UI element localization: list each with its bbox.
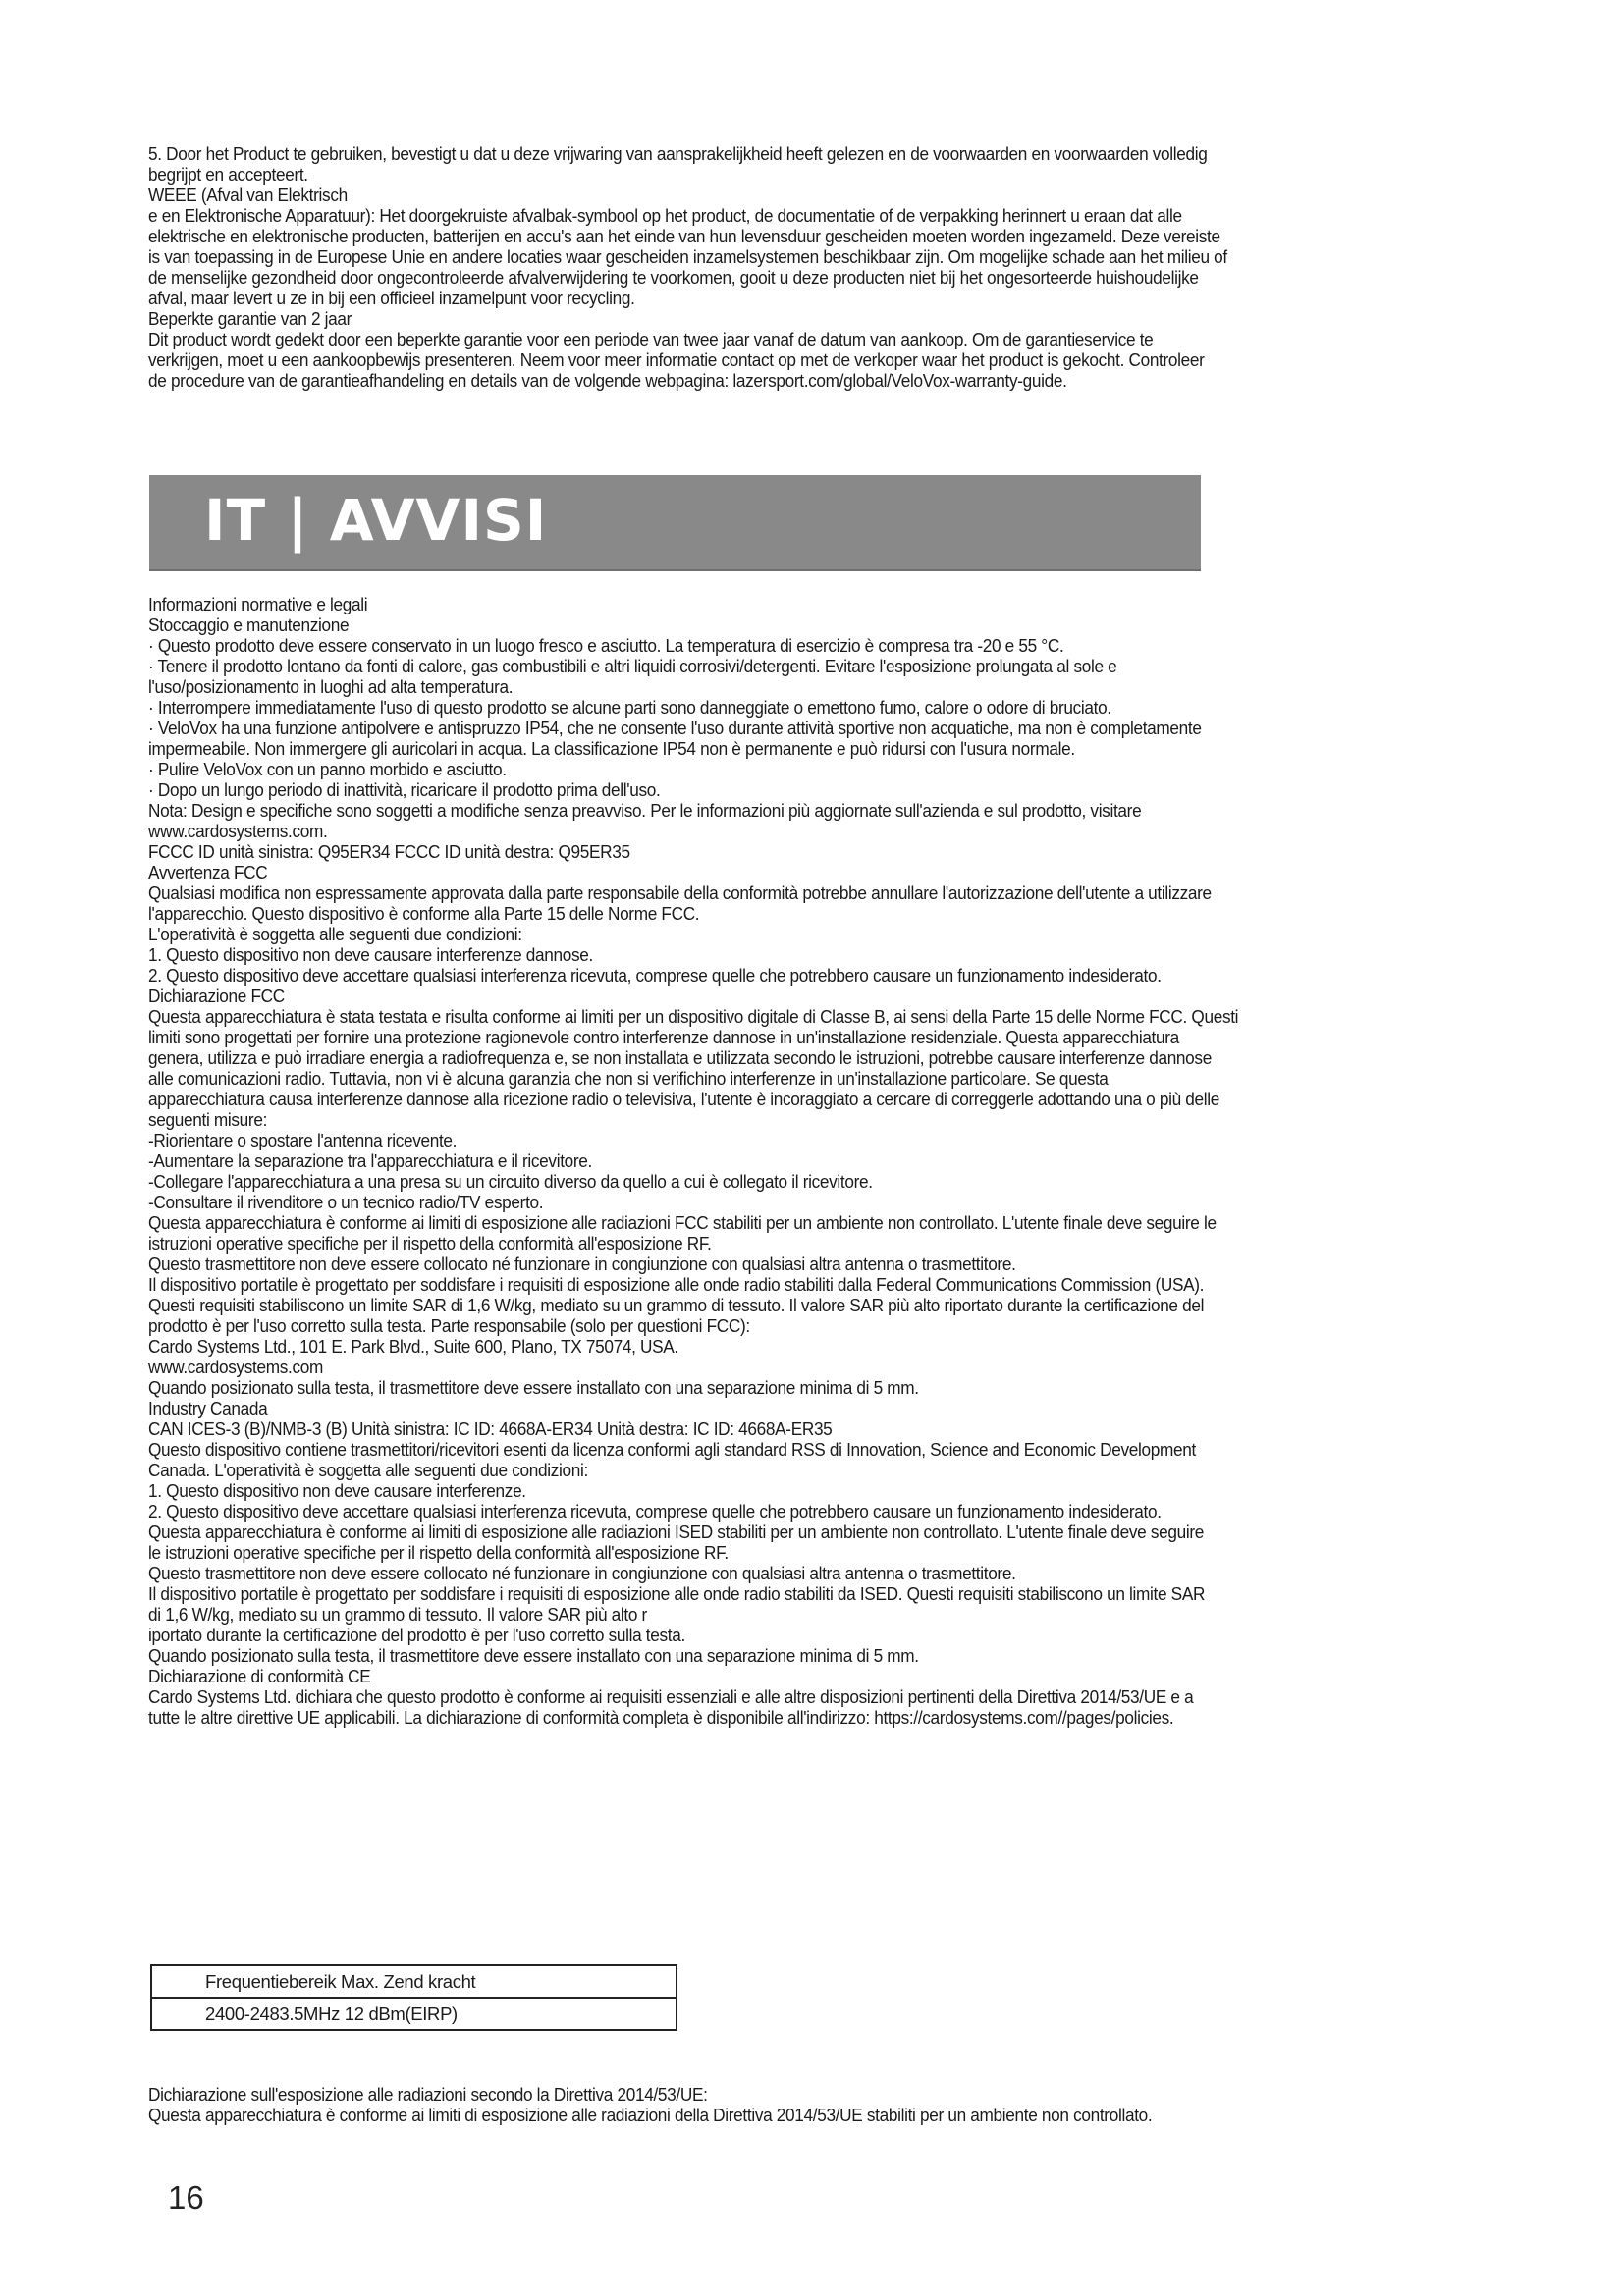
text-line: Dichiarazione FCC xyxy=(148,986,285,1006)
text-line: Canada. L'operatività è soggetta alle seguenti due condizioni: xyxy=(148,1460,588,1480)
text-line: iportato durante la certificazione del prodotto è per l'uso corretto sulla testa. xyxy=(148,1625,685,1645)
text-line: Dichiarazione di conformità CE xyxy=(148,1666,371,1686)
text-line: 2. Questo dispositivo deve accettare qualsiasi interferenza ricevuta, comprese quelle che potrebbero causare un funzionamento indesiderato. xyxy=(148,965,1162,986)
text-line: www.cardosystems.com. xyxy=(148,821,328,841)
text-line: Questo trasmettitore non deve essere collocato né funzionare in congiunzione con qualsiasi altra antenna o trasmettitore. xyxy=(148,1563,1016,1583)
text-line: · Interrompere immediatamente l'uso di questo prodotto se alcune parti sono danneggiate o emettono fumo, calore o odore di bruciato. xyxy=(148,697,1111,718)
text-line: de menselijke gezondheid door ongecontroleerde afvalverwijdering te voorkomen, gooit u deze producten niet bij het ongesorteerde huishoudelijke xyxy=(148,267,1199,288)
text-line: prodotto è per l'uso corretto sulla testa. Parte responsabile (solo per questioni FCC): xyxy=(148,1315,750,1336)
text-line: Questo dispositivo contiene trasmettitori/ricevitori esenti da licenza conformi agli standard RSS di Innovation, Science and Economic Development xyxy=(148,1439,1196,1460)
it-text-block xyxy=(148,594,1399,1728)
nl-text-block xyxy=(148,143,1399,391)
text-line: afval, maar levert u ze in bij een officieel inzamelpunt voor recycling. xyxy=(148,288,635,308)
text-line: de procedure van de garantieafhandeling en details van de volgende webpagina: lazersport.com/global/VeloVox-warranty-guide. xyxy=(148,370,1067,391)
text-line: · Pulire VeloVox con un panno morbido e asciutto. xyxy=(148,759,507,779)
text-line: 1. Questo dispositivo non deve causare interferenze dannose. xyxy=(148,944,593,965)
text-line: · VeloVox ha una funzione antipolvere e antispruzzo IP54, che ne consente l'uso durante attività sportive non acquatiche, ma non è completamente xyxy=(148,718,1202,738)
text-line: CAN ICES-3 (B)/NMB-3 (B) Unità sinistra: IC ID: 4668A-ER34 Unità destra: IC ID: 4668A-ER35 xyxy=(148,1418,833,1439)
text-line: istruzioni operative specifiche per il rispetto della conformità all'esposizione RF. xyxy=(148,1233,712,1254)
text-line: di 1,6 W/kg, mediato su un grammo di tessuto. Il valore SAR più alto r xyxy=(148,1604,647,1625)
text-line: Stoccaggio e manutenzione xyxy=(148,614,350,635)
text-line: le istruzioni operative specifiche per il rispetto della conformità all'esposizione RF. xyxy=(148,1542,729,1563)
text-line: Cardo Systems Ltd. dichiara che questo prodotto è conforme ai requisiti essenziali e alle altre disposizioni pertinenti della Direttiva 2014/53/UE e a xyxy=(148,1686,1194,1707)
text-line: limiti sono progettati per fornire una protezione ragionevole contro interferenze dannose in un'installazione residenziale. Questa apparecchiatura xyxy=(148,1027,1179,1047)
text-line: Questi requisiti stabiliscono un limite SAR di 1,6 W/kg, mediato su un grammo di tessuto. Il valore SAR più alto riportato durante la certificazione del xyxy=(148,1295,1205,1315)
text-line: elektrische en elektronische producten, batterijen en accu's aan het einde van hun levensduur gescheiden moeten worden ingezameld. Deze vereiste xyxy=(148,226,1220,246)
text-line: · Dopo un lungo periodo di inattività, ricaricare il prodotto prima dell'uso. xyxy=(148,779,661,800)
text-line: www.cardosystems.com xyxy=(148,1357,324,1377)
text-line: alle comunicazioni radio. Tuttavia, non vi è alcuna garanzia che non si verifichino interferenze in un'installazione particolare. Se questa xyxy=(148,1068,1109,1089)
text-line: tutte le altre direttive UE applicabili. La dichiarazione di conformità completa è disponibile all'indirizzo: https://cardosystems.com//pages/policies. xyxy=(148,1707,1174,1728)
text-line: 2. Questo dispositivo deve accettare qualsiasi interferenza ricevuta, comprese quelle che potrebbero causare un funzionamento indesiderato. xyxy=(148,1501,1162,1522)
text-line: Beperkte garantie van 2 jaar xyxy=(148,308,352,329)
text-line: -Collegare l'apparecchiatura a una presa su un circuito diverso da quello a cui è collegato il ricevitore. xyxy=(148,1171,873,1192)
text-line: Cardo Systems Ltd., 101 E. Park Blvd., Suite 600, Plano, TX 75074, USA. xyxy=(148,1336,678,1357)
text-line: 5. Door het Product te gebruiken, bevestigt u dat u deze vrijwaring van aansprakelijkheid heeft gelezen en de voorwaarden en voorwaarden volledig xyxy=(148,143,1208,164)
table-header-cell: Frequentiebereik Max. Zend kracht xyxy=(151,1965,677,1998)
radiation-statement xyxy=(148,2084,1399,2125)
table-value-cell: 2400-2483.5MHz 12 dBm(EIRP) xyxy=(151,1998,677,2030)
text-line: genera, utilizza e può irradiare energia a radiofrequenza e, se non installata e utilizzata secondo le istruzioni, potrebbe causare interferenze dannose xyxy=(148,1047,1212,1068)
text-line: Quando posizionato sulla testa, il trasmettitore deve essere installato con una separazione minima di 5 mm. xyxy=(148,1377,919,1398)
text-line: apparecchiatura causa interferenze dannose alla ricezione radio o televisiva, l'utente è incoraggiato a cercare di correggerle adottando una o più delle xyxy=(148,1089,1220,1109)
text-line: l'apparecchio. Questo dispositivo è conforme alla Parte 15 delle Norme FCC. xyxy=(148,903,700,924)
text-line: · Questo prodotto deve essere conservato in un luogo fresco e asciutto. La temperatura di esercizio è compresa tra -20 e 55 °C. xyxy=(148,635,1064,656)
section-title: IT | AVVISI xyxy=(204,487,548,554)
text-line: Quando posizionato sulla testa, il trasmettitore deve essere installato con una separazione minima di 5 mm. xyxy=(148,1645,919,1666)
text-line: Questa apparecchiatura è stata testata e risulta conforme ai limiti per un dispositivo digitale di Classe B, ai sensi della Parte 15 delle Norme FCC. Questi xyxy=(148,1006,1239,1027)
text-line: Questa apparecchiatura è conforme ai limiti di esposizione alle radiazioni della Direttiva 2014/53/UE stabiliti per un ambiente non controllato. xyxy=(148,2105,1153,2125)
text-line: -Consultare il rivenditore o un tecnico radio/TV esperto. xyxy=(148,1192,544,1212)
text-line: L'operatività è soggetta alle seguenti due condizioni: xyxy=(148,924,522,944)
text-line: FCCC ID unità sinistra: Q95ER34 FCCC ID unità destra: Q95ER35 xyxy=(148,841,630,862)
text-line: begrijpt en accepteert. xyxy=(148,164,308,185)
text-line: Questa apparecchiatura è conforme ai limiti di esposizione alle radiazioni ISED stabiliti per un ambiente non controllato. L'utente finale deve seguire xyxy=(148,1522,1205,1542)
text-line: · Tenere il prodotto lontano da fonti di calore, gas combustibili e altri liquidi corrosivi/detergenti. Evitare l'esposizione prolungata al sole e xyxy=(148,656,1117,676)
text-line: Nota: Design e specifiche sono soggetti a modifiche senza preavviso. Per le informazioni più aggiornate sull'azienda e sul prodotto, visitare xyxy=(148,800,1142,821)
text-line: Avvertenza FCC xyxy=(148,862,268,882)
text-line: Questo trasmettitore non deve essere collocato né funzionare in congiunzione con qualsiasi altra antenna o trasmettitore. xyxy=(148,1254,1016,1274)
frequency-table xyxy=(150,1964,677,2031)
text-line: e en Elektronische Apparatuur): Het doorgekruiste afvalbak-symbool op het product, de documentatie of de verpakking herinnert u eraan dat alle xyxy=(148,205,1182,226)
table-row xyxy=(151,1965,677,1998)
text-line: Industry Canada xyxy=(148,1398,268,1418)
text-line: seguenti misure: xyxy=(148,1109,268,1130)
text-line: Dichiarazione sull'esposizione alle radiazioni secondo la Direttiva 2014/53/UE: xyxy=(148,2084,708,2105)
text-line: Il dispositivo portatile è progettato per soddisfare i requisiti di esposizione alle onde radio stabiliti da ISED. Questi requisiti stabiliscono un limite SAR xyxy=(148,1583,1206,1604)
table-row xyxy=(151,1998,677,2030)
text-line: impermeabile. Non immergere gli auricolari in acqua. La classificazione IP54 non è permanente e può ridursi con l'usura normale. xyxy=(148,738,1075,759)
text-line: verkrijgen, moet u een aankoopbewijs presenteren. Neem voor meer informatie contact op met de verkoper waar het product is gekocht. Controleer xyxy=(148,349,1205,370)
text-line: -Riorientare o spostare l'antenna ricevente. xyxy=(148,1130,458,1150)
text-line: l'uso/posizionamento in luoghi ad alta temperatura. xyxy=(148,676,514,697)
text-line: Questa apparecchiatura è conforme ai limiti di esposizione alle radiazioni FCC stabiliti per un ambiente non controllato. L'utente finale deve seguire le xyxy=(148,1212,1217,1233)
section-banner xyxy=(149,475,1201,571)
text-line: 1. Questo dispositivo non deve causare interferenze. xyxy=(148,1480,526,1501)
text-line: is van toepassing in de Europese Unie en andere locaties waar gescheiden inzamelsystemen beschikbaar zijn. Om mogelijke schade aan het milieu of xyxy=(148,246,1227,267)
page-number: 16 xyxy=(168,2179,204,2216)
text-line: Dit product wordt gedekt door een beperkte garantie voor een periode van twee jaar vanaf de datum van aankoop. Om de garantieservice te xyxy=(148,329,1154,349)
text-line: WEEE (Afval van Elektrisch xyxy=(148,185,348,205)
text-line: -Aumentare la separazione tra l'apparecchiatura e il ricevitore. xyxy=(148,1150,593,1171)
text-line: Informazioni normative e legali xyxy=(148,594,368,614)
text-line: Il dispositivo portatile è progettato per soddisfare i requisiti di esposizione alle onde radio stabiliti dalla Federal Communications Commission (USA). xyxy=(148,1274,1205,1295)
text-line: Qualsiasi modifica non espressamente approvata dalla parte responsabile della conformità potrebbe annullare l'autorizzazione dell'utente a utilizzare xyxy=(148,882,1212,903)
